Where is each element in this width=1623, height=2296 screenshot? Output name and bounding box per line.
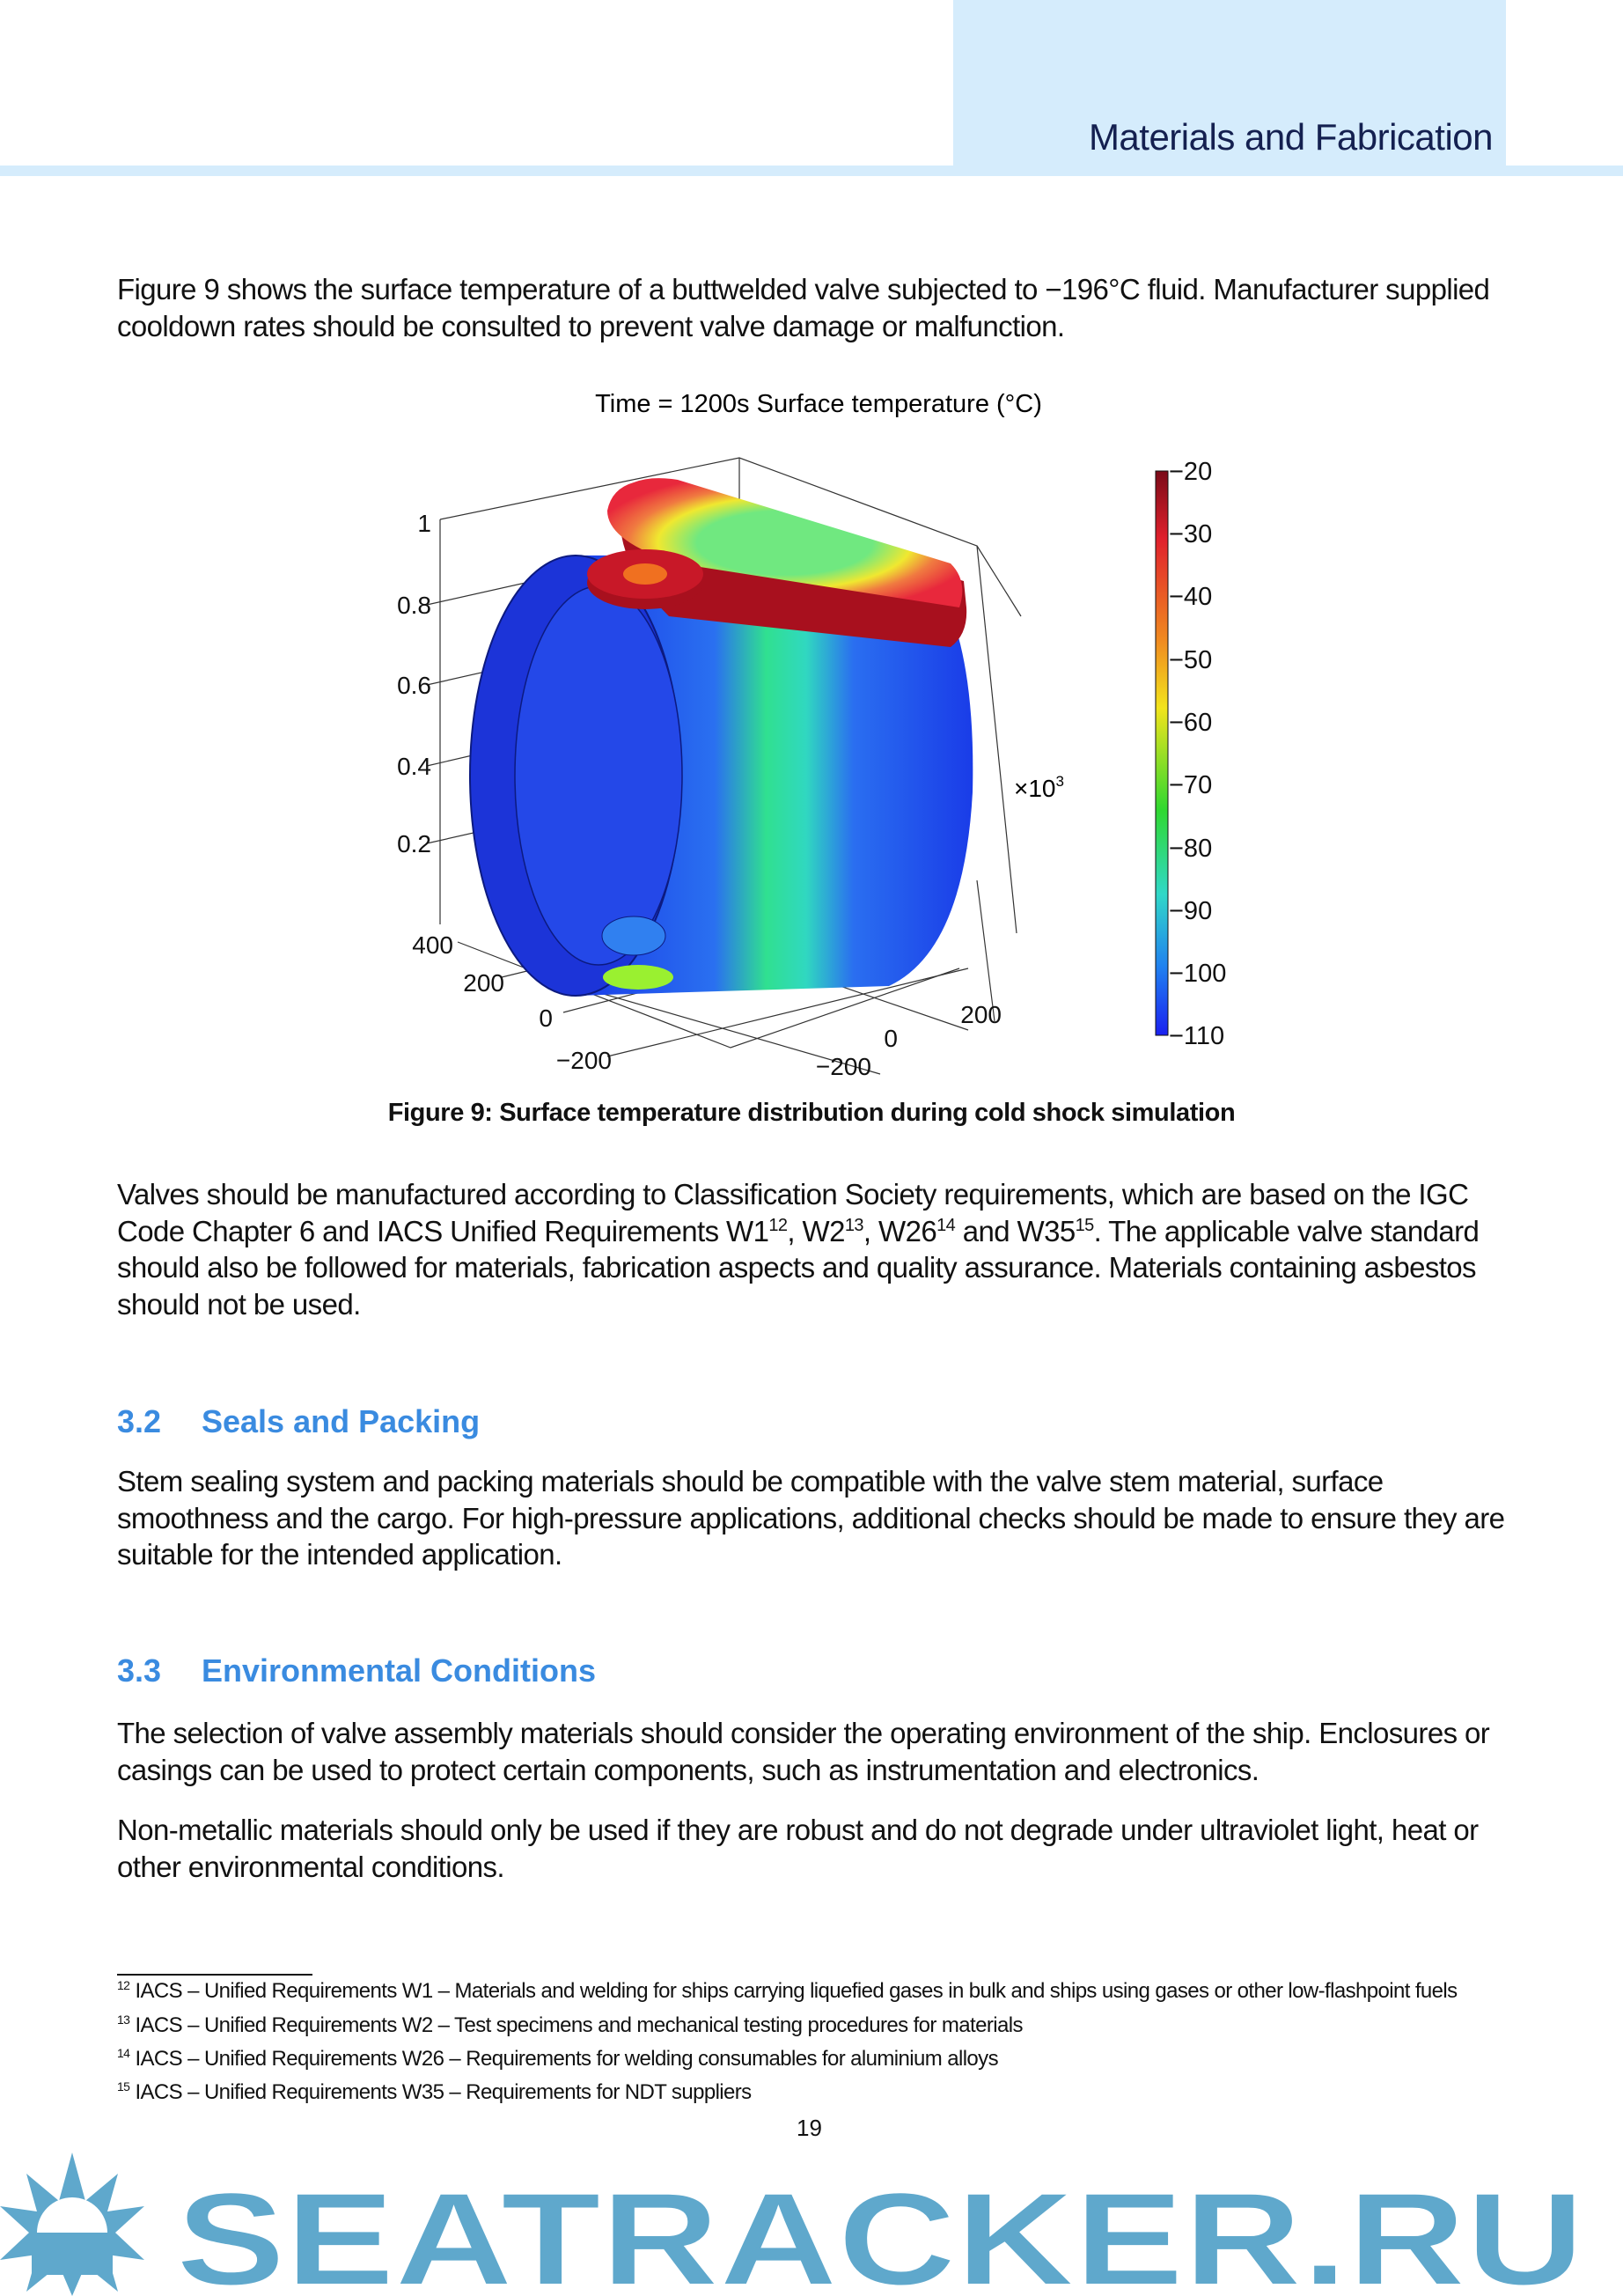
z-tick: 0.4 [397,753,431,780]
colorbar-tick: −20 [1169,458,1213,486]
y-tick: −200 [555,1047,612,1074]
z-tick: 0.2 [397,830,431,857]
colorbar-tick: −90 [1169,897,1213,925]
axis-multiplier: $\times 10^3$ [1014,773,1064,802]
paragraph-classification: Valves should be manufactured according to Classification Society requirements, which are based on the IGC Code Chapter 6 and IACS Unified Requirements $W1^{12}$, $W2^{13}$, $W26^{14}$ and $W35^{15}$. The applicable valve standard should also be followed for materials, fabrication aspects and quality assurance. Materials containing asbestos should not be used. [117,1178,1480,1321]
y-tick: 200 [463,969,504,997]
paragraph-environment: The selection of valve assembly materials should consider the operating environment of the ship. Enclosures or casings can be used to protect certain components, such as instrumentation and electronics. [117,1717,1490,1786]
paragraph-seals: Stem sealing system and packing materials should be compatible with the valve stem material, surface smoothness and the cargo. For high-pressure applications, additional checks should be made to ensure they are suitable for the intended application. [117,1465,1505,1571]
x-tick: −200 [815,1053,871,1080]
y-tick: 400 [412,931,453,959]
figure-caption: Figure 9: Surface temperature distribution during cold shock simulation [387,1099,1236,1127]
colorbar [1156,471,1168,1035]
x-tick: 200 [960,1001,1002,1028]
x-tick: 0 [884,1025,898,1052]
section-heading-3-2: 3.2 Seals and Packing [117,1403,481,1439]
colorbar-tick: −40 [1169,583,1213,611]
y-tick: 0 [539,1004,553,1032]
footnote: $^{12}$ IACS – Unified Requirements W1 – Materials and welding for ships carrying liquefied gases in bulk and ships using gases or other low-flashpoint fuels [117,1978,1458,2003]
paragraph-intro: Figure 9 shows the surface temperature of a buttwelded valve subjected to −196°C fluid. Manufacturer supplied cooldown rates should be consulted to prevent valve damage or malfunction. [117,273,1490,342]
colorbar-tick: −110 [1169,1022,1225,1050]
colorbar-tick: −60 [1169,709,1213,737]
z-tick: 1 [417,510,431,537]
z-tick: 0.6 [397,672,431,699]
footnote: $^{13}$ IACS – Unified Requirements W2 – Test specimens and mechanical testing procedures for materials [117,2013,1023,2037]
figure-title: Time = 1200s Surface temperature (°C) [595,390,1042,418]
chapter-title: Materials and Fabrication [1088,116,1493,158]
colorbar-tick: −80 [1169,835,1213,863]
section-heading-3-3: 3.3 Environmental Conditions [117,1652,597,1689]
colorbar-tick: −70 [1169,771,1213,799]
sun-icon [0,2152,144,2296]
footnote-divider [117,1974,312,1976]
colorbar-tick: −50 [1169,646,1213,674]
watermark-logo [0,2152,1623,2296]
footnote: $^{14}$ IACS – Unified Requirements W26 – Requirements for welding consumables for aluminium alloys [117,2046,998,2071]
paragraph-non-metallic: Non-metallic materials should only be used if they are robust and do not degrade under ultraviolet light, heat or other environmental conditions. [117,1814,1479,1883]
colorbar-tick: −30 [1169,520,1213,548]
page-number: 19 [797,2115,822,2141]
watermark-text: SEATRACKER.RU [176,2165,1584,2296]
colorbar-tick: −100 [1169,960,1227,988]
z-tick: 0.8 [397,592,431,619]
footnote: $^{15}$ IACS – Unified Requirements W35 – Requirements for NDT suppliers [117,2079,752,2104]
figure-9 [0,0,1623,1144]
